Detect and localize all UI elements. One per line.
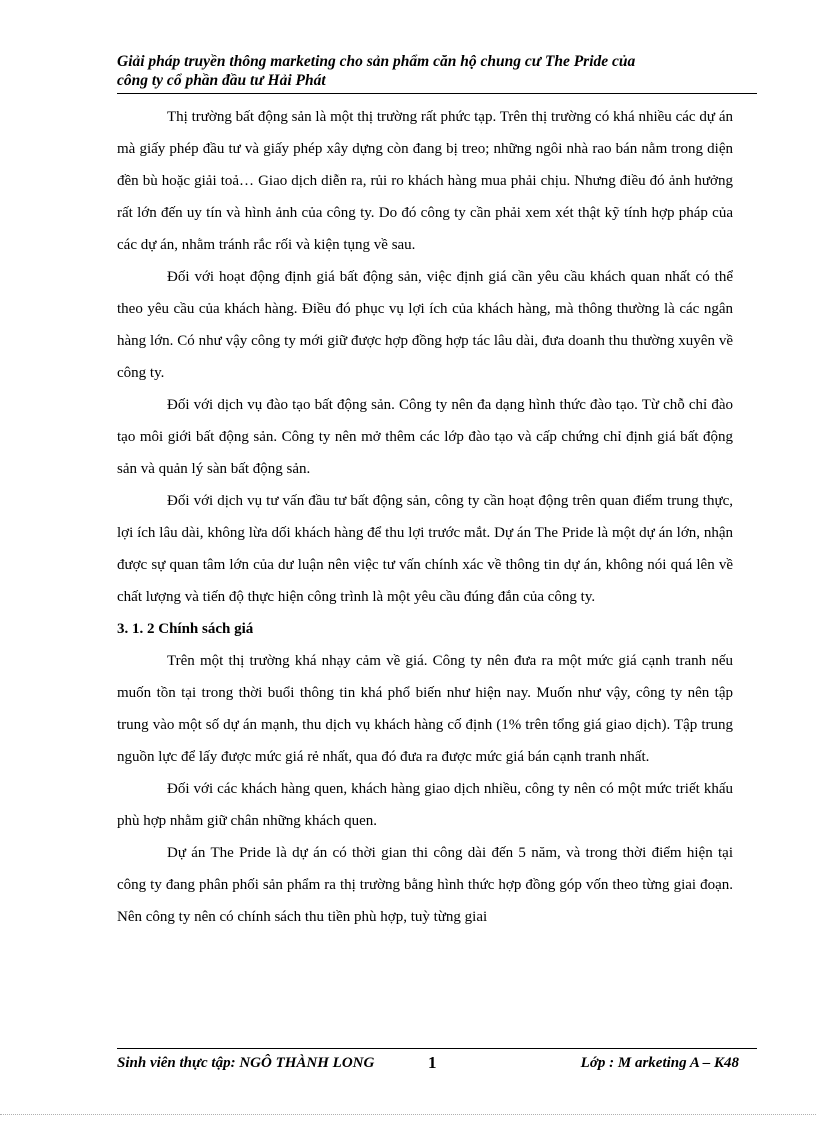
paragraph-pricing: Trên một thị trường khá nhạy cảm về giá. Công ty nên đưa ra một mức giá cạnh tranh nếu muốn tồn tại trong thời buổi thông tin khá phổ biến như hiện nay. Muốn như vậy, công ty nên tập trung vào một số dự án mạnh, thu dịch vụ khách hàng cố định (1% trên tổng giá giao dịch). Tập trung nguồn lực để lấy được mức giá rẻ nhất, qua đó đưa ra được mức giá bán cạnh tranh nhất. <box>117 653 733 765</box>
footer-page-number: 1 <box>428 1053 437 1072</box>
page-header <box>117 52 757 94</box>
document-body <box>117 101 733 933</box>
paragraph-training: Đối với dịch vụ đào tạo bất động sản. Công ty nên đa dạng hình thức đào tạo. Từ chỗ chỉ đào tạo môi giới bất động sản. Công ty nên mở thêm các lớp đào tạo và cấp chứng chỉ định giá bất động sản và quản lý sàn bất động sản. <box>117 397 733 477</box>
paragraph-consulting: Đối với dịch vụ tư vấn đầu tư bất động sản, công ty cần hoạt động trên quan điểm trung thực, lợi ích lâu dài, không lừa dối khách hàng để thu lợi trước mắt. Dự án The Pride là một dự án lớn, nhận được sự quan tâm lớn của dư luận nên việc tư vấn chính xác về thông tin dự án, không nói quá lên về chất lượng và tiến độ thực hiện công trình là một yêu cầu đúng đắn của công ty. <box>117 493 733 605</box>
header-title-line-2: công ty cổ phần đầu tư Hải Phát <box>117 72 326 89</box>
header-title-line-1: Giải pháp truyền thông marketing cho sản phẩm căn hộ chung cư The Pride của <box>117 53 636 70</box>
footer-student: Sinh viên thực tập: NGÔ THÀNH LONG <box>117 1055 375 1071</box>
page-footer <box>117 1048 757 1077</box>
section-heading-pricing: 3. 1. 2 Chính sách giá <box>117 621 254 637</box>
footer-class: Lớp : M arketing A – K48 <box>580 1055 739 1071</box>
paragraph-discount: Đối với các khách hàng quen, khách hàng giao dịch nhiều, công ty nên có một mức triết khấu phù hợp nhằm giữ chân những khách quen. <box>117 781 733 829</box>
page-edge-divider <box>0 1114 816 1115</box>
paragraph-valuation: Đối với hoạt động định giá bất động sản, việc định giá cần yêu cầu khách quan nhất có thể theo yêu cầu của khách hàng. Điều đó phục vụ lợi ích của khách hàng, mà thông thường là các ngân hàng lớn. Có như vậy công ty mới giữ được hợp đồng hợp tác lâu dài, đưa doanh thu thường xuyên về công ty. <box>117 269 733 381</box>
paragraph-legal-risk: Thị trường bất động sản là một thị trường rất phức tạp. Trên thị trường có khá nhiều các dự án mà giấy phép đầu tư và giấy phép xây dựng còn đang bị treo; những ngôi nhà rao bán nằm trong diện đền bù hoặc giải toả… Giao dịch diễn ra, rủi ro khách hàng mua phải chịu. Nhưng điều đó ảnh hưởng rất lớn đến uy tín và hình ảnh của công ty. Do đó công ty cần phải xem xét thật kỹ tính hợp pháp của các dự án, nhằm tránh rắc rối và kiện tụng về sau. <box>117 109 733 253</box>
paragraph-the-pride: Dự án The Pride là dự án có thời gian thi công dài đến 5 năm, và trong thời điểm hiện tại công ty đang phân phối sản phẩm ra thị trường bằng hình thức hợp đồng góp vốn theo từng giai đoạn. Nên công ty nên có chính sách thu tiền phù hợp, tuỳ từng giai <box>117 845 733 925</box>
